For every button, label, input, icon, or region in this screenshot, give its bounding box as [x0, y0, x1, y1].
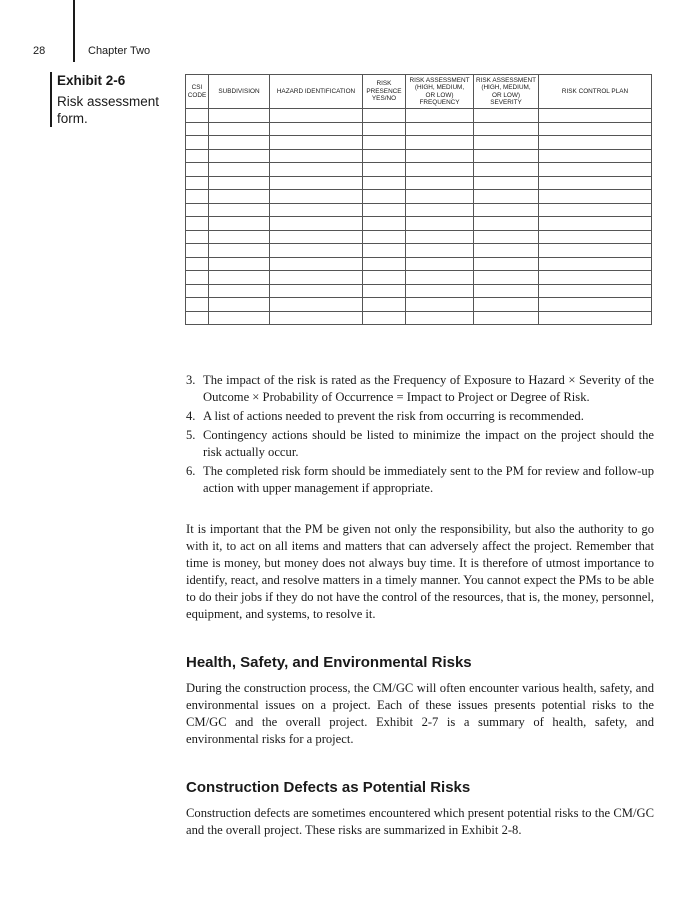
form-cell	[270, 149, 363, 163]
form-cell	[209, 163, 270, 177]
form-cell	[186, 244, 209, 258]
form-cell	[186, 298, 209, 312]
form-cell	[406, 149, 474, 163]
form-cell	[406, 203, 474, 217]
form-cell	[186, 257, 209, 271]
form-cell	[209, 176, 270, 190]
form-cell	[363, 203, 406, 217]
form-row	[186, 257, 652, 271]
form-cell	[186, 203, 209, 217]
col-header-severity: RISK ASSESSMENT (HIGH, MEDIUM, OR LOW) SEVERITY	[474, 75, 539, 109]
form-cell	[474, 230, 539, 244]
numbered-list	[186, 372, 654, 499]
form-cell	[474, 136, 539, 150]
form-cell	[539, 149, 652, 163]
form-cell	[209, 284, 270, 298]
form-cell	[270, 122, 363, 136]
list-item-number: 5.	[186, 428, 196, 442]
list-item-text: A list of actions needed to prevent the risk from occurring is recommended.	[203, 409, 584, 423]
form-cell	[539, 284, 652, 298]
form-cell	[406, 271, 474, 285]
form-cell	[186, 311, 209, 325]
form-cell	[539, 311, 652, 325]
form-cell	[186, 163, 209, 177]
form-cell	[363, 109, 406, 123]
form-cell	[209, 203, 270, 217]
form-cell	[363, 298, 406, 312]
form-row	[186, 217, 652, 231]
form-row	[186, 311, 652, 325]
form-cell	[186, 190, 209, 204]
form-row	[186, 298, 652, 312]
form-row	[186, 149, 652, 163]
list-item-number: 3.	[186, 373, 196, 387]
form-cell	[406, 136, 474, 150]
form-cell	[363, 122, 406, 136]
form-cell	[363, 257, 406, 271]
form-cell	[406, 109, 474, 123]
form-row	[186, 163, 652, 177]
form-cell	[209, 311, 270, 325]
form-row	[186, 203, 652, 217]
form-cell	[474, 311, 539, 325]
form-cell	[474, 203, 539, 217]
body-paragraph-authority: It is important that the PM be given not only the responsibility, but also the authority to go with it, to act on all items and matters that can adversely affect the project. Remember that time is money, but money does not always buy time. It is therefore of utmost importance to identify, react, and resolve matters in a timely manner. You cannot expect the PMs to be able to do their jobs if they do not have the control of the resources, that is, the money, personnel, equipment, and systems, to resolve it.	[186, 522, 654, 621]
form-cell	[186, 284, 209, 298]
form-cell	[270, 176, 363, 190]
form-cell	[539, 190, 652, 204]
page-number: 28	[33, 45, 46, 57]
form-cell	[406, 230, 474, 244]
exhibit-label: Exhibit 2-6	[57, 73, 126, 88]
form-cell	[363, 271, 406, 285]
form-row	[186, 284, 652, 298]
section-heading-hse: Health, Safety, and Environmental Risks	[186, 654, 472, 671]
form-cell	[186, 136, 209, 150]
form-cell	[474, 149, 539, 163]
form-cell	[209, 217, 270, 231]
form-cell	[209, 136, 270, 150]
form-cell	[363, 190, 406, 204]
form-cell	[474, 163, 539, 177]
form-cell	[270, 190, 363, 204]
form-cell	[474, 271, 539, 285]
form-row	[186, 176, 652, 190]
form-row	[186, 122, 652, 136]
form-cell	[406, 122, 474, 136]
form-cell	[270, 163, 363, 177]
form-cell	[209, 298, 270, 312]
list-item	[186, 408, 654, 425]
form-cell	[406, 284, 474, 298]
form-cell	[209, 271, 270, 285]
form-cell	[474, 109, 539, 123]
list-item-text: The impact of the risk is rated as the Frequency of Exposure to Hazard × Severity of the Outcome × Probability of Occurrence = Impact to Project or Degree of Risk.	[203, 373, 654, 404]
form-cell	[363, 244, 406, 258]
form-cell	[209, 122, 270, 136]
col-header-csi-code: CSI CODE	[186, 75, 209, 109]
list-item	[186, 427, 654, 461]
form-cell	[539, 244, 652, 258]
form-cell	[186, 122, 209, 136]
list-item	[186, 463, 654, 497]
form-cell	[209, 244, 270, 258]
form-cell	[539, 122, 652, 136]
list-item-text: Contingency actions should be listed to minimize the impact on the project should the risk actually occur.	[203, 428, 654, 459]
form-cell	[363, 136, 406, 150]
header-divider	[73, 0, 75, 62]
form-cell	[539, 257, 652, 271]
form-cell	[209, 149, 270, 163]
form-cell	[406, 244, 474, 258]
body-paragraph-hse: During the construction process, the CM/GC will often encounter various health, safety, and environmental issues on a project. Each of these issues presents potential risks to the CM/GC and the overall project. Exhibit 2-7 is a summary of health, safety, and environmental risks for a project.	[186, 681, 654, 746]
form-cell	[539, 271, 652, 285]
form-cell	[539, 230, 652, 244]
form-cell	[186, 217, 209, 231]
form-cell	[186, 230, 209, 244]
form-cell	[474, 257, 539, 271]
form-cell	[363, 311, 406, 325]
form-cell	[474, 176, 539, 190]
form-cell	[474, 284, 539, 298]
form-cell	[406, 311, 474, 325]
form-row	[186, 109, 652, 123]
form-cell	[406, 190, 474, 204]
col-header-hazard-identification: HAZARD IDENTIFICATION	[270, 75, 363, 109]
form-cell	[406, 298, 474, 312]
form-cell	[209, 257, 270, 271]
form-cell	[209, 190, 270, 204]
form-cell	[363, 176, 406, 190]
exhibit-caption	[50, 72, 179, 127]
form-cell	[363, 284, 406, 298]
list-item	[186, 372, 654, 406]
form-row	[186, 136, 652, 150]
form-cell	[474, 122, 539, 136]
form-cell	[363, 230, 406, 244]
form-cell	[539, 203, 652, 217]
form-cell	[186, 149, 209, 163]
chapter-title: Chapter Two	[88, 45, 151, 57]
col-header-subdivision: SUBDIVISION	[209, 75, 270, 109]
form-cell	[270, 203, 363, 217]
form-cell	[406, 257, 474, 271]
form-cell	[539, 109, 652, 123]
col-header-risk-presence: RISK PRESENCE YES/NO	[363, 75, 406, 109]
form-cell	[539, 136, 652, 150]
form-cell	[270, 109, 363, 123]
col-header-risk-control-plan: RISK CONTROL PLAN	[539, 75, 652, 109]
form-cell	[209, 230, 270, 244]
form-row	[186, 190, 652, 204]
form-cell	[406, 217, 474, 231]
form-cell	[539, 298, 652, 312]
list-item-number: 6.	[186, 464, 196, 478]
form-cell	[270, 271, 363, 285]
form-cell	[270, 244, 363, 258]
form-cell	[363, 149, 406, 163]
col-header-frequency: RISK ASSESSMENT (HIGH, MEDIUM, OR LOW) FREQUENCY	[406, 75, 474, 109]
form-cell	[270, 298, 363, 312]
form-cell	[474, 244, 539, 258]
form-cell	[270, 136, 363, 150]
form-cell	[186, 176, 209, 190]
form-cell	[363, 217, 406, 231]
list-item-number: 4.	[186, 409, 196, 423]
form-cell	[363, 163, 406, 177]
form-cell	[539, 163, 652, 177]
form-cell	[406, 163, 474, 177]
form-cell	[474, 190, 539, 204]
form-body	[186, 109, 652, 325]
form-cell	[270, 230, 363, 244]
form-cell	[270, 284, 363, 298]
form-cell	[270, 257, 363, 271]
form-row	[186, 244, 652, 258]
form-cell	[209, 109, 270, 123]
form-cell	[474, 298, 539, 312]
list-item-text: The completed risk form should be immediately sent to the PM for review and follow-up action with upper management if appropriate.	[203, 464, 654, 495]
form-cell	[270, 311, 363, 325]
form-cell	[474, 217, 539, 231]
form-header-row	[186, 75, 652, 109]
exhibit-description: Risk assessment form.	[57, 94, 160, 126]
form-cell	[186, 271, 209, 285]
form-cell	[406, 176, 474, 190]
risk-assessment-form	[185, 74, 652, 325]
form-row	[186, 271, 652, 285]
form-cell	[186, 109, 209, 123]
form-cell	[539, 217, 652, 231]
section-heading-defects: Construction Defects as Potential Risks	[186, 779, 471, 796]
body-paragraph-defects: Construction defects are sometimes encountered which present potential risks to the CM/GC and the overall project. These risks are summarized in Exhibit 2-8.	[186, 806, 654, 837]
form-cell	[539, 176, 652, 190]
form-cell	[270, 217, 363, 231]
form-row	[186, 230, 652, 244]
